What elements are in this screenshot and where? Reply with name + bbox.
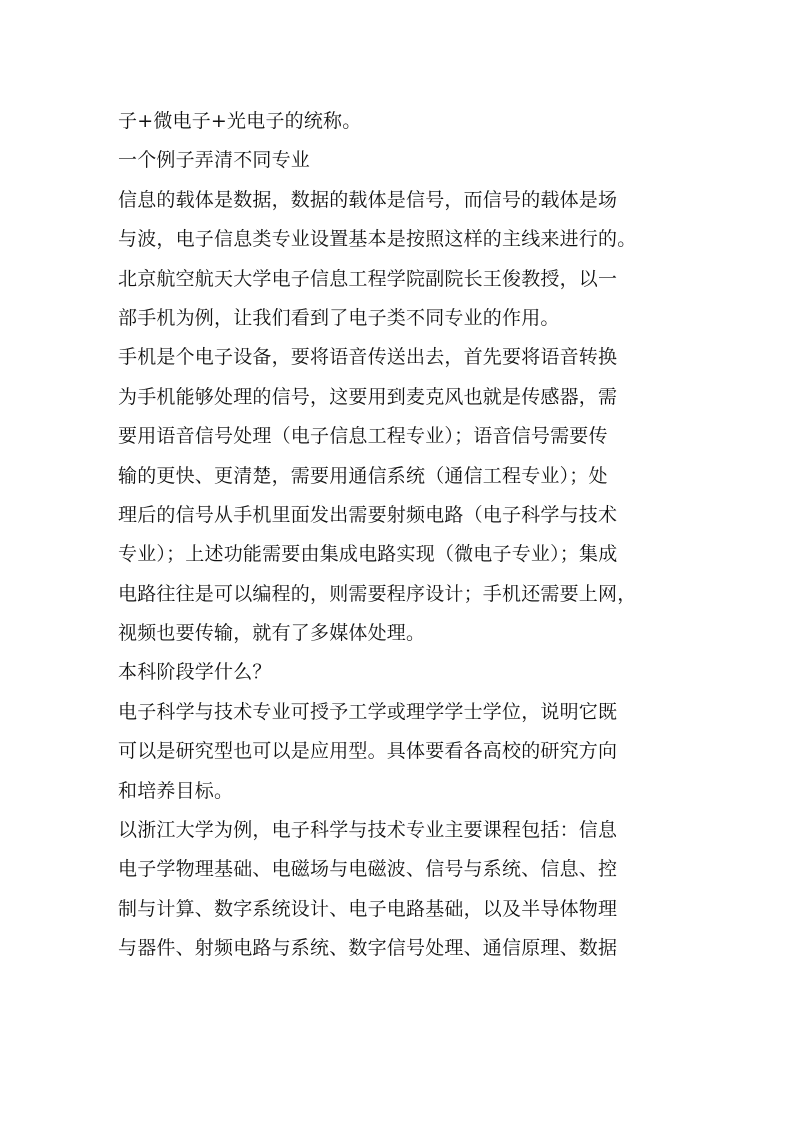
text-line: 与波，电子信息类专业设置基本是按照这样的主线来进行的。	[118, 228, 637, 251]
text-line: 电子学物理基础、电磁场与电磁波、信号与系统、信息、控	[118, 858, 618, 881]
text-line: 电子科学与技术专业可授予工学或理学学士学位，说明它既	[118, 700, 618, 723]
text-line: 与器件、射频电路与系统、数字信号处理、通信原理、数据	[118, 937, 618, 960]
section-heading: 一个例子弄清不同专业	[118, 149, 311, 172]
section-heading: 本科阶段学什么？	[118, 661, 272, 684]
text-line: 信息的载体是数据，数据的载体是信号，而信号的载体是场	[118, 188, 618, 211]
text-line: 要用语音信号处理（电子信息工程专业）；语音信号需要传	[118, 425, 608, 448]
text-line: 可以是研究型也可以是应用型。具体要看各高校的研究方向	[118, 740, 618, 763]
document-body	[118, 102, 678, 969]
text-line: 专业）；上述功能需要由集成电路实现（微电子专业）；集成	[118, 543, 618, 566]
text-line: 北京航空航天大学电子信息工程学院副院长王俊教授，以一	[118, 267, 618, 290]
text-line: 电路往往是可以编程的，则需要程序设计；手机还需要上网，	[118, 582, 637, 605]
text-line: 制与计算、数字系统设计、电子电路基础，以及半导体物理	[118, 897, 618, 920]
text-line: 部手机为例，让我们看到了电子类不同专业的作用。	[118, 306, 560, 329]
text-line: 手机是个电子设备，要将语音传送出去，首先要将语音转换	[118, 346, 618, 369]
text-line: 视频也要传输，就有了多媒体处理。	[118, 622, 426, 645]
text-line: 为手机能够处理的信号，这要用到麦克风也就是传感器，需	[118, 385, 618, 408]
text-line: 子+微电子+光电子的统称。	[118, 110, 362, 132]
text-line: 和培养目标。	[118, 779, 234, 802]
text-line: 理后的信号从手机里面发出需要射频电路（电子科学与技术	[118, 503, 618, 526]
text-line: 以浙江大学为例，电子科学与技术专业主要课程包括：信息	[118, 819, 618, 842]
text-line: 输的更快、更清楚，需要用通信系统（通信工程专业）；处	[118, 464, 608, 487]
